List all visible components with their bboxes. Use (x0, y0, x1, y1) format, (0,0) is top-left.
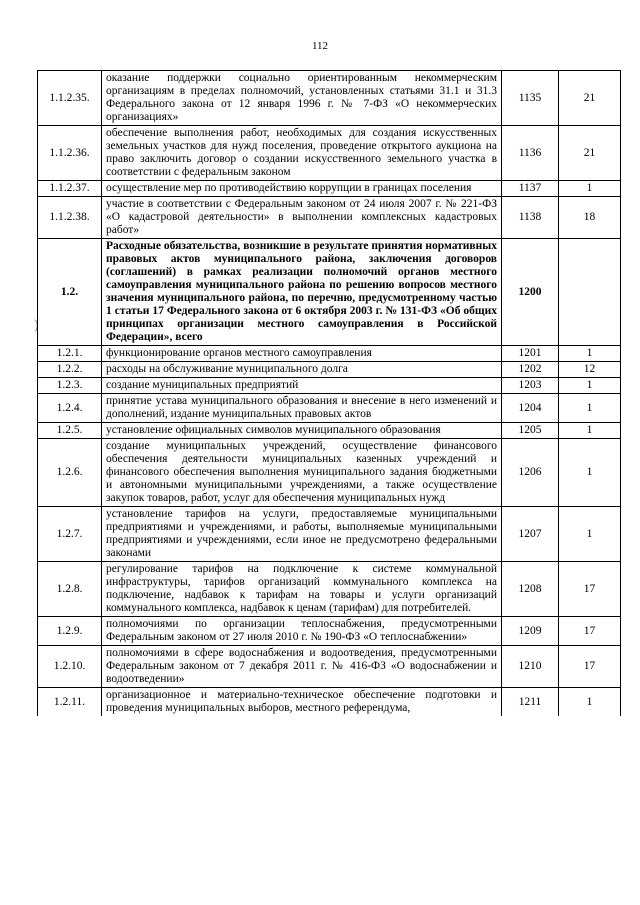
table-row (38, 71, 621, 126)
row-description: оказание поддержки социально ориентированным некоммерческим организациям в пределах полномочий, установленных статьями 31.1 и 31.3 Федерального закона от 12 января 1996 г. № 7-ФЗ «О некоммерческих организациях» (102, 71, 502, 126)
row-code: 1209 (502, 617, 559, 646)
row-description: организационное и материально-техническое обеспечение подготовки и проведения муниципальных выборов, местного референдума, (102, 688, 502, 717)
row-value: 1 (559, 688, 621, 717)
page-number: 112 (311, 40, 329, 52)
row-number: 1.2.3. (38, 378, 102, 394)
row-number: 1.2.4. (38, 394, 102, 423)
row-code: 1135 (502, 71, 559, 126)
row-number: 1.2.9. (38, 617, 102, 646)
row-value: 1 (559, 181, 621, 197)
table-row (38, 688, 621, 717)
row-code: 1138 (502, 197, 559, 239)
row-value: 18 (559, 197, 621, 239)
row-value: 17 (559, 617, 621, 646)
row-value: 17 (559, 646, 621, 688)
row-number: 1.2.11. (38, 688, 102, 717)
row-description: Расходные обязательства, возникшие в результате принятия нормативных правовых актов муниципального района, заключения договоров (соглашений) в рамках реализации полномочий органов местного самоуправления муниципального района по решению вопросов местного значения муниципального района, по перечню, предусмотренному частью 1 статьи 17 Федерального закона от 6 октября 2003 г. № 131-ФЗ «Об общих принципах организации местного самоуправления в Российской Федерации», всего (102, 239, 502, 346)
row-number: 1.1.2.37. (38, 181, 102, 197)
table-row (38, 362, 621, 378)
table-row (38, 394, 621, 423)
row-number: 1.1.2.36. (38, 126, 102, 181)
row-description: принятие устава муниципального образования и внесение в него изменений и дополнений, издание муниципальных правовых актов (102, 394, 502, 423)
row-number: 1.2. (38, 239, 102, 346)
row-code: 1137 (502, 181, 559, 197)
row-code: 1205 (502, 423, 559, 439)
table-row (38, 439, 621, 507)
row-description: полномочиями по организации теплоснабжения, предусмотренными Федеральным законом от 27 июля 2010 г. № 190-ФЗ «О теплоснабжении» (102, 617, 502, 646)
margin-mark: ) (34, 318, 39, 333)
row-value: 21 (559, 71, 621, 126)
row-code: 1206 (502, 439, 559, 507)
row-code: 1201 (502, 346, 559, 362)
table-body (38, 71, 621, 717)
row-code: 1207 (502, 507, 559, 562)
row-description: создание муниципальных учреждений, осуществление финансового обеспечения деятельности муниципальных казенных учреждений и финансового обеспечения выполнения муниципального задания бюджетными и автономными муниципальными учреждениями, а также осуществление закупок товаров, работ, услуг для обеспечения муниципальных нужд (102, 439, 502, 507)
row-description: полномочиями в сфере водоснабжения и водоотведения, предусмотренными Федеральным законом от 7 декабря 2011 г. № 416-ФЗ «О водоснабжении и водоотведении» (102, 646, 502, 688)
row-value: 1 (559, 507, 621, 562)
table-row (38, 617, 621, 646)
table-row (38, 378, 621, 394)
row-number: 1.2.1. (38, 346, 102, 362)
row-code: 1211 (502, 688, 559, 717)
row-code: 1136 (502, 126, 559, 181)
row-number: 1.1.2.35. (38, 71, 102, 126)
table-row (38, 646, 621, 688)
row-code: 1204 (502, 394, 559, 423)
row-description: осуществление мер по противодействию коррупции в границах поселения (102, 181, 502, 197)
row-code: 1203 (502, 378, 559, 394)
row-description: расходы на обслуживание муниципального долга (102, 362, 502, 378)
row-number: 1.2.8. (38, 562, 102, 617)
row-value: 1 (559, 394, 621, 423)
row-description: регулирование тарифов на подключение к системе коммунальной инфраструктуры, тарифов организаций коммунального комплекса на подключение, надбавок к тарифам на товары и услуги организаций коммунального комплекса, надбавок к ценам (тарифам) для потребителей. (102, 562, 502, 617)
row-value: 21 (559, 126, 621, 181)
row-description: установление официальных символов муниципального образования (102, 423, 502, 439)
row-description: функционирование органов местного самоуправления (102, 346, 502, 362)
row-number: 1.2.5. (38, 423, 102, 439)
row-number: 1.2.10. (38, 646, 102, 688)
row-value: 1 (559, 423, 621, 439)
row-description: установление тарифов на услуги, предоставляемые муниципальными предприятиями и учреждениями, и работы, выполняемые муниципальными предприятиями и учреждениями, если иное не предусмотрено федеральными законами (102, 507, 502, 562)
row-value: 1 (559, 439, 621, 507)
row-code: 1200 (502, 239, 559, 346)
row-code: 1208 (502, 562, 559, 617)
row-value: 1 (559, 346, 621, 362)
table-row (38, 423, 621, 439)
row-number: 1.2.6. (38, 439, 102, 507)
row-value: 1 (559, 378, 621, 394)
row-number: 1.1.2.38. (38, 197, 102, 239)
table-row (38, 562, 621, 617)
table-row (38, 507, 621, 562)
table-row (38, 346, 621, 362)
table-row (38, 126, 621, 181)
row-value: 17 (559, 562, 621, 617)
expenditure-table (37, 70, 621, 716)
row-number: 1.2.2. (38, 362, 102, 378)
row-number: 1.2.7. (38, 507, 102, 562)
row-value: 12 (559, 362, 621, 378)
row-code: 1202 (502, 362, 559, 378)
table-row (38, 181, 621, 197)
table-row (38, 197, 621, 239)
table-row (38, 239, 621, 346)
row-code: 1210 (502, 646, 559, 688)
row-description: создание муниципальных предприятий (102, 378, 502, 394)
row-description: обеспечение выполнения работ, необходимых для создания искусственных земельных участков для нужд поселения, проведение открытого аукциона на право заключить договор о создании искусственного земельного участка в соответствии с федеральным законом (102, 126, 502, 181)
row-value (559, 239, 621, 346)
row-description: участие в соответствии с Федеральным законом от 24 июля 2007 г. № 221-ФЗ «О кадастровой деятельности» в выполнении комплексных кадастровых работ» (102, 197, 502, 239)
